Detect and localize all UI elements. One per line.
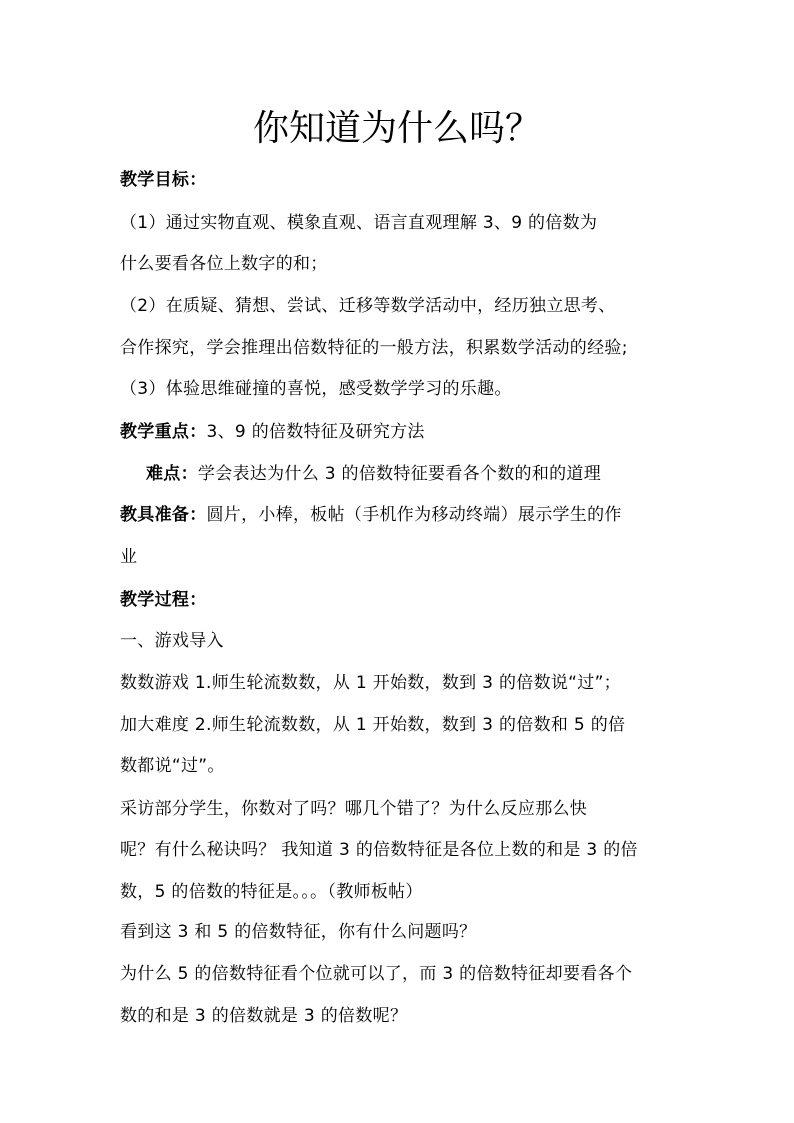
key-point-label: 教学重点：: [120, 422, 207, 442]
goal-3: （3）体验思维碰撞的喜悦，感受数学学习的乐趣。: [120, 379, 512, 399]
document-title: 你知道为什么吗？: [252, 108, 541, 149]
key-point-text: 3、9 的倍数特征及研究方法: [206, 422, 425, 442]
paragraph-3: 看到这 3 和 5 的倍数特征，你有什么问题吗？: [120, 922, 477, 942]
tools-label: 教具准备：: [120, 505, 207, 525]
paragraph-2-line-1: 采访部分学生，你数对了吗？哪几个错了？为什么反应那么快: [120, 799, 588, 819]
tools-continuation: 业: [120, 547, 138, 567]
paragraph-1-line-1: 数数游戏 1.师生轮流数数，从 1 开始数，数到 3 的倍数说“过”；: [120, 673, 621, 693]
section-1-heading: 一、游戏导入: [120, 631, 224, 651]
teaching-tools: [120, 503, 680, 527]
paragraph-2-line-3: 数，5 的倍数的特征是。。。（教师板帖）: [120, 882, 423, 902]
key-point: [120, 420, 680, 444]
goal-2-line-1: （2）在质疑、猜想、尝试、迁移等数学活动中，经历独立思考、: [120, 296, 616, 316]
goal-1-line-1: （1）通过实物直观、模象直观、语言直观理解 3、9 的倍数为: [120, 213, 598, 233]
process-heading: 教学过程：: [120, 590, 207, 610]
paragraph-1-line-3: 数都说“过”。: [120, 756, 225, 776]
difficulty-label: 难点：: [146, 464, 198, 484]
difficulty-text: 学会表达为什么 3 的倍数特征要看各个数的和的道理: [197, 464, 602, 484]
difficulty-point: [146, 462, 706, 486]
tools-text: 圆片，小棒，板帖（手机作为移动终端）展示学生的作: [206, 505, 622, 525]
paragraph-1-line-2: 加大难度 2.师生轮流数数，从 1 开始数，数到 3 的倍数和 5 的倍: [120, 715, 626, 735]
paragraph-4-line-1: 为什么 5 的倍数特征看个位就可以了，而 3 的倍数特征却要看各个: [120, 964, 633, 984]
goal-2-line-2: 合作探究，学会推理出倍数特征的一般方法，积累数学活动的经验;: [120, 338, 628, 358]
paragraph-2-line-2: 呢？有什么秘诀吗？ 我知道 3 的倍数特征是各位上数的和是 3 的倍: [120, 840, 638, 860]
paragraph-4-line-2: 数的和是 3 的倍数就是 3 的倍数呢？: [120, 1006, 408, 1026]
goals-heading: 教学目标：: [120, 170, 207, 190]
goal-1-line-2: 什么要看各位上数字的和；: [120, 254, 328, 274]
